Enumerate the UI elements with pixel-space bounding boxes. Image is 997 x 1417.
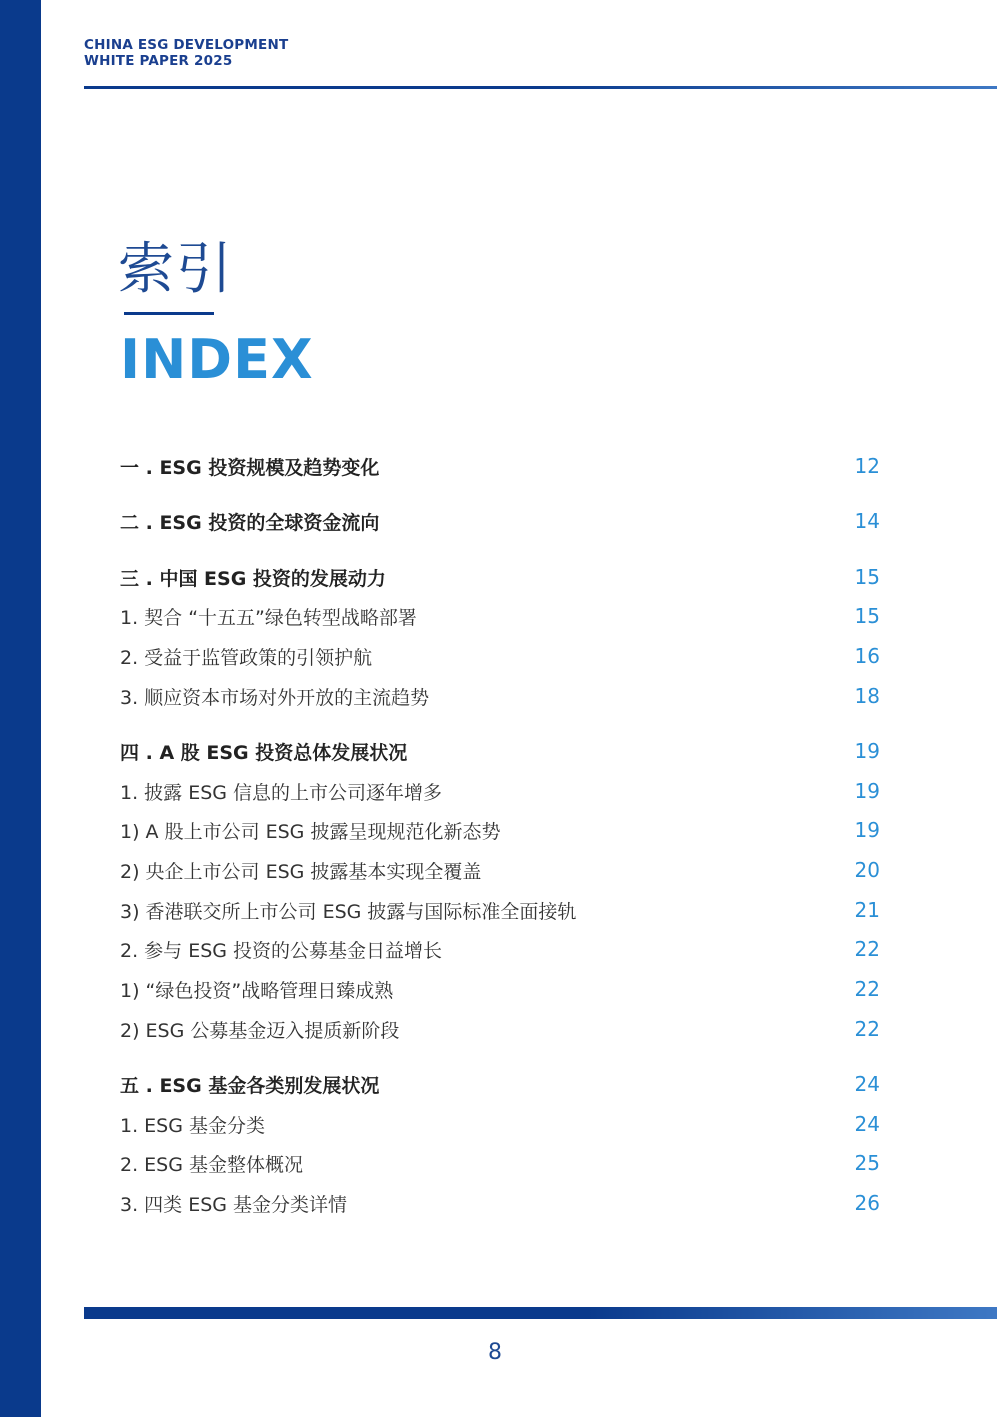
toc-entry-page: 12	[854, 454, 880, 478]
toc-entry[interactable]	[120, 506, 880, 536]
toc-entry[interactable]	[120, 1069, 880, 1099]
toc-entry-label: 二 . ESG 投资的全球资金流向	[120, 511, 380, 534]
footer-divider	[84, 1307, 997, 1319]
header-line-1: CHINA ESG DEVELOPMENT	[84, 37, 289, 53]
toc-entry-label: 3) 香港联交所上市公司 ESG 披露与国际标准全面接轨	[120, 900, 577, 923]
toc-entry-label: 1) A 股上市公司 ESG 披露呈现规范化新态势	[120, 820, 501, 843]
toc-entry[interactable]	[120, 562, 880, 592]
toc-entry-page: 14	[854, 509, 880, 533]
toc-entry[interactable]	[120, 895, 880, 925]
toc-entry-page: 19	[854, 739, 880, 763]
toc-entry-page: 19	[854, 779, 880, 803]
toc-entry[interactable]	[120, 681, 880, 711]
toc-entry[interactable]	[120, 1109, 880, 1139]
header-line-2: WHITE PAPER 2025	[84, 53, 233, 69]
toc-entry-page: 15	[854, 565, 880, 589]
toc-entry-label: 3. 顺应资本市场对外开放的主流趋势	[120, 686, 430, 709]
toc-entry-label: 1. 契合 “十五五”绿色转型战略部署	[120, 606, 417, 629]
toc-entry[interactable]	[120, 855, 880, 885]
toc-entry-page: 15	[854, 604, 880, 628]
toc-entry-page: 25	[854, 1151, 880, 1175]
toc-entry-page: 22	[854, 977, 880, 1001]
toc-entry-label: 三 . 中国 ESG 投资的发展动力	[120, 567, 386, 590]
toc-entry[interactable]	[120, 601, 880, 631]
toc-entry[interactable]	[120, 776, 880, 806]
toc-entry-label: 五 . ESG 基金各类别发展状况	[120, 1074, 380, 1097]
page-number: 8	[488, 1340, 502, 1365]
document-header	[84, 37, 288, 69]
toc-entry-label: 1. 披露 ESG 信息的上市公司逐年增多	[120, 781, 443, 804]
toc-entry[interactable]	[120, 736, 880, 766]
toc-entry[interactable]	[120, 1148, 880, 1178]
toc-entry-page: 24	[854, 1072, 880, 1096]
toc-entry[interactable]	[120, 815, 880, 845]
page-title-chinese: 索引	[118, 237, 234, 302]
toc-entry-page: 21	[854, 898, 880, 922]
left-side-bar	[0, 0, 41, 1417]
toc-entry-page: 22	[854, 1017, 880, 1041]
toc-entry[interactable]	[120, 1188, 880, 1218]
toc-entry-label: 2. 受益于监管政策的引领护航	[120, 646, 373, 669]
toc-entry-label: 1. ESG 基金分类	[120, 1114, 265, 1137]
toc-entry[interactable]	[120, 451, 880, 481]
toc-entry-label: 3. 四类 ESG 基金分类详情	[120, 1193, 348, 1216]
toc-entry[interactable]	[120, 641, 880, 671]
toc-entry-page: 24	[854, 1112, 880, 1136]
toc-entry-page: 20	[854, 858, 880, 882]
toc-entry-label: 1) “绿色投资”战略管理日臻成熟	[120, 979, 394, 1002]
toc-entry[interactable]	[120, 974, 880, 1004]
page-title-english: INDEX	[120, 328, 314, 391]
toc-entry-label: 2) ESG 公募基金迈入提质新阶段	[120, 1019, 400, 1042]
toc-entry-page: 26	[854, 1191, 880, 1215]
toc-entry[interactable]	[120, 1014, 880, 1044]
toc-entry-label: 2. ESG 基金整体概况	[120, 1153, 303, 1176]
toc-entry-label: 2) 央企上市公司 ESG 披露基本实现全覆盖	[120, 860, 482, 883]
toc-entry-page: 19	[854, 818, 880, 842]
title-underline	[124, 312, 214, 315]
toc-entry-label: 2. 参与 ESG 投资的公募基金日益增长	[120, 939, 443, 962]
toc-entry[interactable]	[120, 934, 880, 964]
toc-entry-page: 16	[854, 644, 880, 668]
toc-entry-label: 一 . ESG 投资规模及趋势变化	[120, 456, 380, 479]
toc-entry-page: 18	[854, 684, 880, 708]
header-divider	[84, 86, 997, 89]
toc-entry-label: 四 . A 股 ESG 投资总体发展状况	[120, 741, 408, 764]
toc-entry-page: 22	[854, 937, 880, 961]
